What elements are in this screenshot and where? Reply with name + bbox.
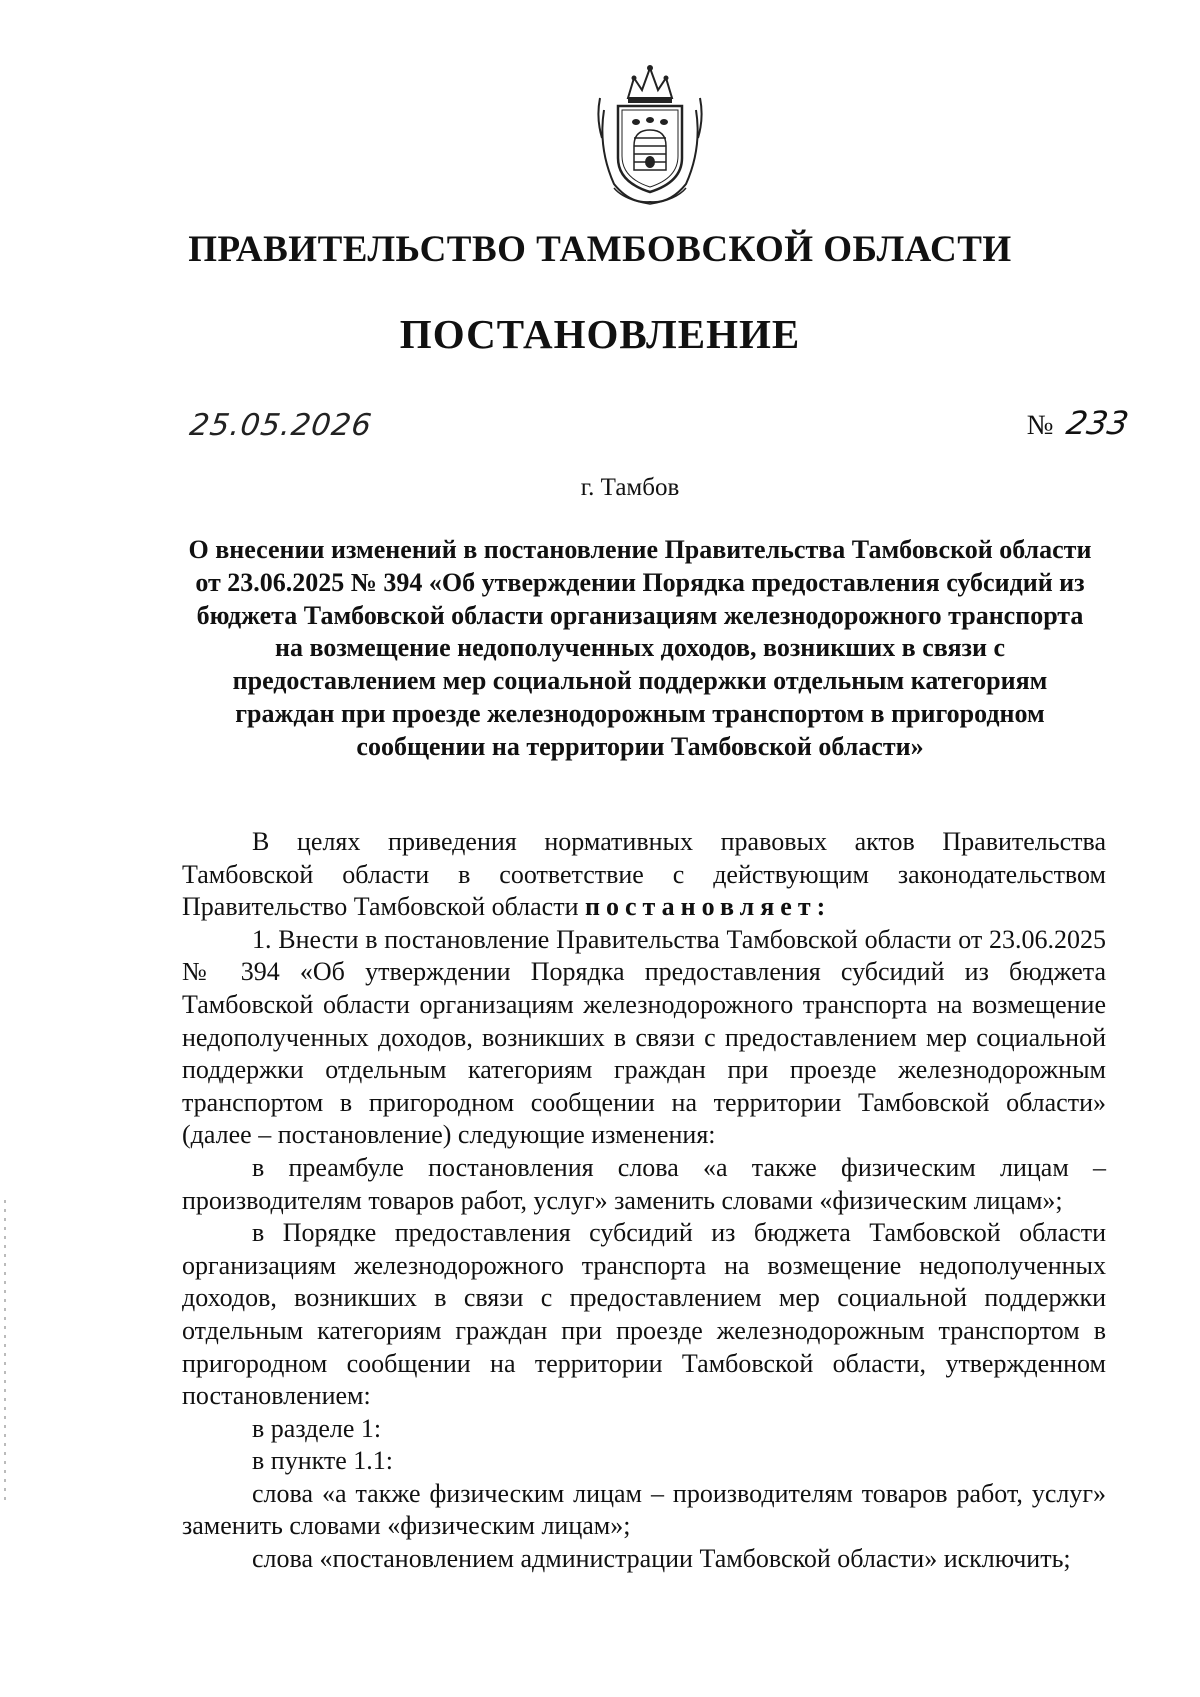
preamble-paragraph [182,826,1106,924]
scan-edge-mark [4,1200,6,1500]
body-paragraph: в Порядке предоставления субсидий из бюджета Тамбовской области организациям железнодорожного транспорта на возмещение недополученных доходов, возникших в связи с предоставлением мер социальной поддержки отдельным категориям граждан при проезде железнодорожным транспортом в пригородном сообщении на территории Тамбовской области, утвержденном постановлением: [182,1218,1106,1411]
resolution-subject: О внесении изменений в постановление Правительства Тамбовской области от 23.06.2025 № 394 «Об утверждении Порядка предоставления субсидий из бюджета Тамбовской области организациям железнодорожного транспорта на возмещение недополученных доходов, возникших в связи с предоставлением мер социальной поддержки отдельным категориям граждан при проезде железнодорожным транспортом в пригородном сообщении на территории Тамбовской области» [188,535,1092,761]
number-sign: № [1026,410,1054,441]
preamble-text: В целях приведения нормативных правовых актов Правительства Тамбовской области в соответствие с действующим законодательством Правительство Тамбовской области [182,827,1106,922]
body-paragraph: слова «а также физическим лицам – производителям товаров работ, услуг» заменить словами «физическим лицам»; [182,1478,1106,1541]
city-line: г. Тамбов [580,474,680,501]
body-paragraph: слова «постановлением администрации Тамбовской области» исключить; [252,1544,1071,1574]
handwritten-number: 233 [1063,404,1132,442]
government-title: ПРАВИТЕЛЬСТВО ТАМБОВСКОЙ ОБЛАСТИ [188,229,1012,270]
document-number [1026,404,1132,442]
body-paragraph: в разделе 1: [252,1413,382,1443]
resolves-keyword: постановляет: [585,892,832,922]
document-type-heading: ПОСТАНОВЛЕНИЕ [399,311,801,357]
resolution-body [182,826,1106,1576]
coat-of-arms-icon [594,58,706,206]
handwritten-date: 25.05.2026 [187,408,375,443]
body-paragraph: в пункте 1.1: [252,1446,394,1476]
body-paragraph: в преамбуле постановления слова «а также физическим лицам – производителям товаров работ, услуг» заменить словами «физическим лицам»; [182,1152,1106,1215]
body-paragraph: 1. Внести в постановление Правительства Тамбовской области от 23.06.2025 № 394 «Об утверждении Порядка предоставления субсидий из бюджета Тамбовской области организациям железнодорожного транспорта на возмещение недополученных доходов, возникших в связи с предоставлением мер социальной поддержки отдельным категориям граждан при проезде железнодорожным транспортом в пригородном сообщении на территории Тамбовской области» (далее – постановление) следующие изменения: [182,924,1106,1150]
